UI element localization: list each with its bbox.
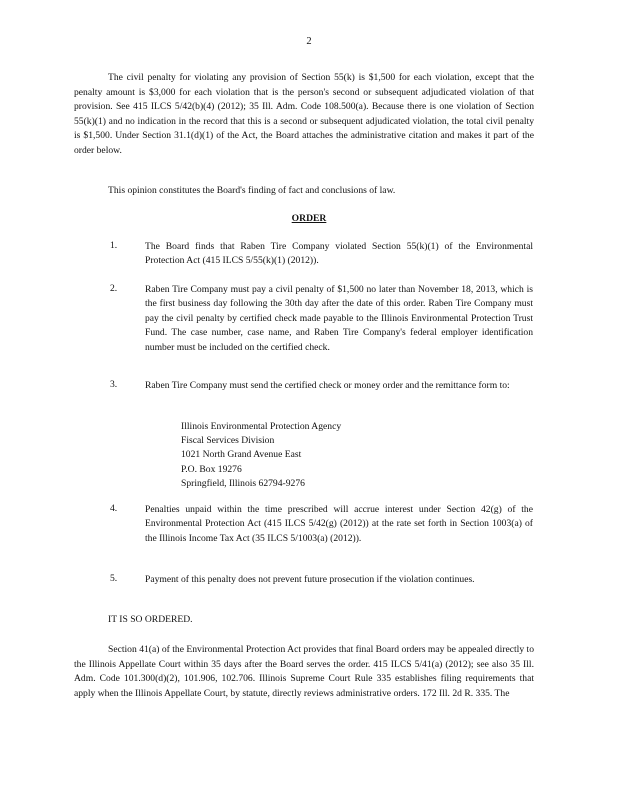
penalty-paragraph: The civil penalty for violating any provision of Section 55(k) is $1,500 for each violation, except that the penalty amount is $3,000 for each violation that is the person's second or subsequent adjudicated violation of that provision. See 415 ILCS 5/42(b)(4) (2012); 35 Ill. Adm. Code 108.500(a). Because there is one violation of Section 55(k)(1) and no indication in the record that this is a second or subsequent adjudicated violation, the total civil penalty is $1,500. Under Section 31.1(d)(1) of the Act, the Board attaches the administrative citation and makes it part of the order below. [74,72,534,156]
so-ordered: IT IS SO ORDERED. [108,614,193,625]
order-item-3-text: Raben Tire Company must send the certified check or money order and the remittance form to: [145,380,510,391]
address-line: Illinois Environmental Protection Agency [181,421,342,432]
findings-paragraph: This opinion constitutes the Board's finding of fact and conclusions of law. [108,185,396,196]
order-item-1-number: 1. [110,240,118,251]
remittance-address [181,420,341,491]
order-item-3-number: 3. [110,379,118,390]
order-item-4-text: Penalties unpaid within the time prescribed will accrue interest under Section 42(g) of the Environmental Protection Act (415 ILCS 5/42(g) (2012)) at the rate set forth in Section 1003(a) of the Illinois Income Tax Act (35 ILCS 5/1003(a) (2012)). [145,504,533,544]
appeal-paragraph: Section 41(a) of the Environmental Protection Act provides that final Board orders may be appealed directly to the Illinois Appellate Court within 35 days after the Board serves the order. 415 ILCS 5/41(a) (2012); see also 35 Ill. Adm. Code 101.300(d)(2), 101.906, 102.706. Illinois Supreme Court Rule 335 establishes filing requirements that apply when the Illinois Appellate Court, by statute, directly reviews administrative orders. 172 Ill. 2d R. 335. The [74,644,534,699]
order-item-5-text: Payment of this penalty does not prevent future prosecution if the violation continues. [145,574,475,585]
address-line: Fiscal Services Division [181,435,275,447]
order-heading: ORDER [291,213,327,224]
order-item-2-number: 2. [110,283,118,294]
order-item-2-text: Raben Tire Company must pay a civil penalty of $1,500 no later than November 18, 2013, which is the first business day following the 30th day after the date of this order. Raben Tire Company must pay the civil penalty by certified check made payable to the Illinois Environmental Protection Trust Fund. The case number, case name, and Raben Tire Company's federal employer identification number must be included on the certified check. [145,284,533,353]
address-line: Springfield, Illinois 62794-9276 [181,477,305,489]
order-item-5-number: 5. [110,573,118,584]
address-line: 1021 North Grand Avenue East [181,449,302,461]
address-line: P.O. Box 19276 [181,463,242,475]
order-item-4-number: 4. [110,503,118,514]
order-item-1-text: The Board finds that Raben Tire Company violated Section 55(k)(1) of the Environmental Protection Act (415 ILCS 5/55(k)(1) (2012)). [145,241,533,267]
page-number: 2 [306,36,312,47]
